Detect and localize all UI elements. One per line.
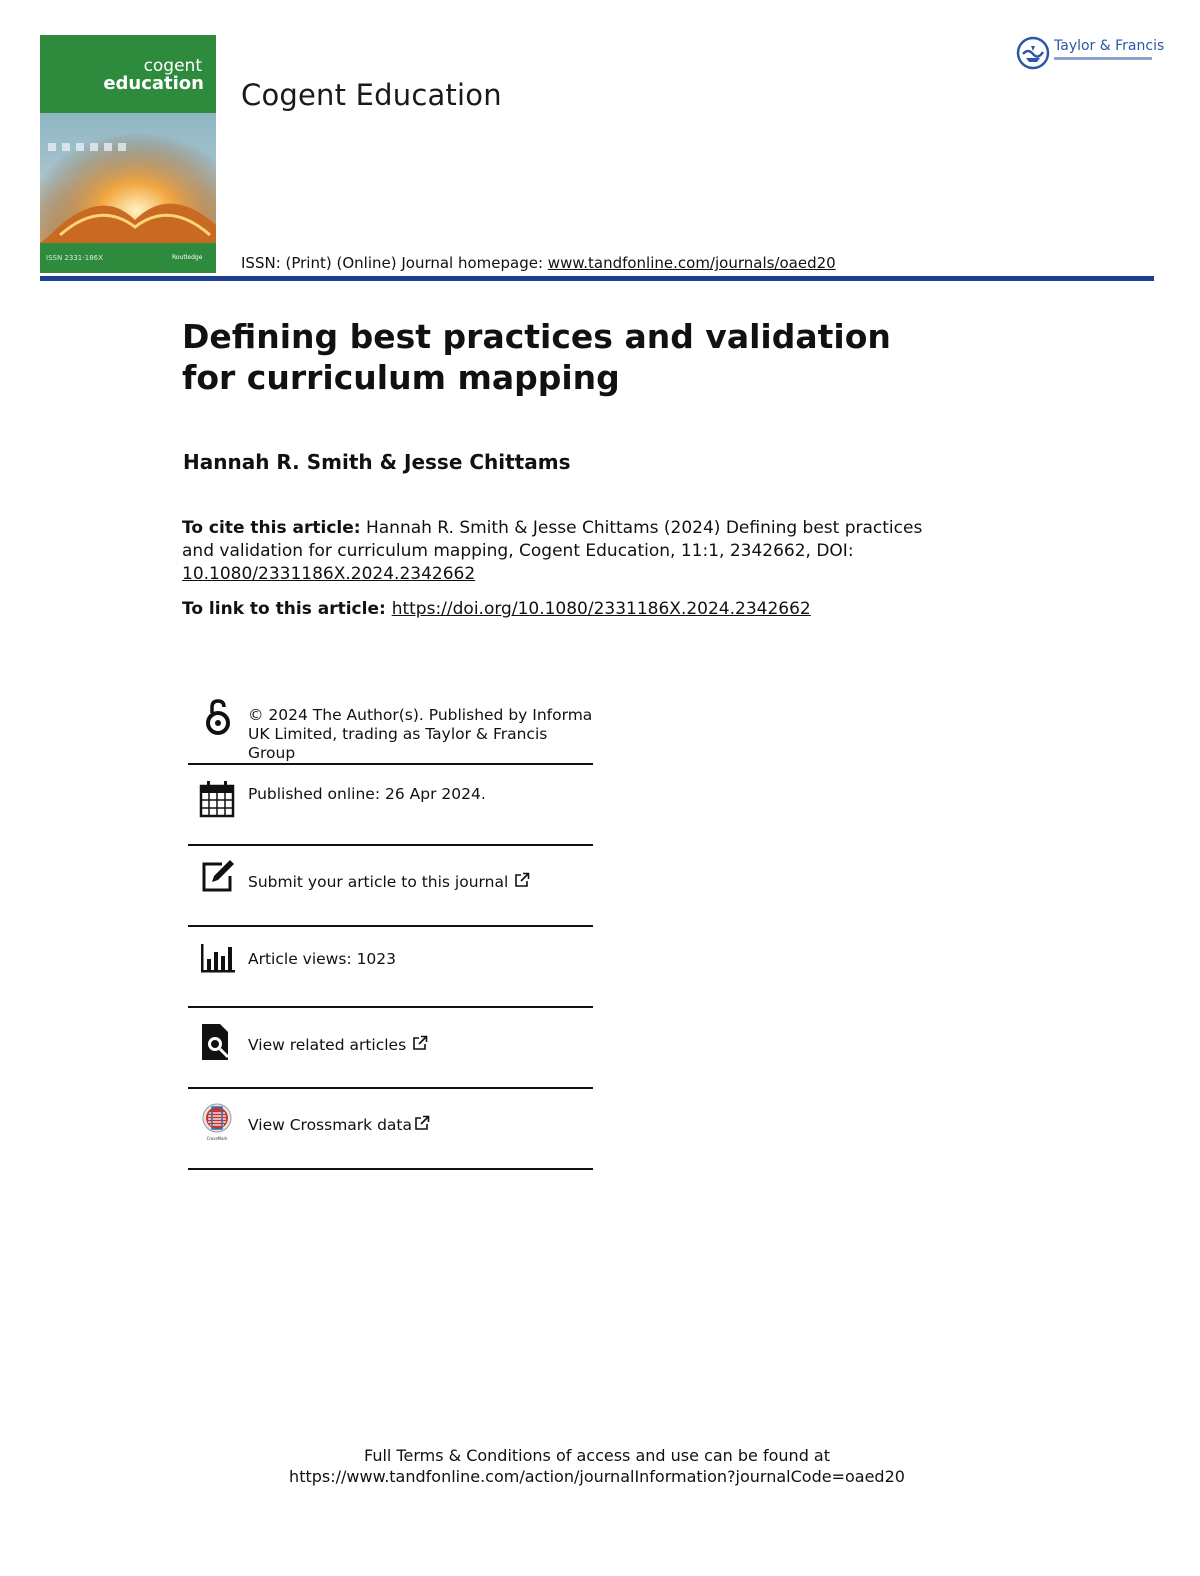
publisher-logo-subtext-graphic [1054,56,1152,62]
open-access-icon [198,697,236,737]
submit-article-link[interactable] [248,872,593,892]
crossmark-row[interactable] [188,1089,593,1170]
footer [0,1445,1194,1487]
views-row [188,927,593,1008]
issn-prefix: ISSN: (Print) (Online) Journal homepage: [241,254,548,272]
publisher-logo [1016,36,1165,70]
related-row[interactable] [188,1008,593,1089]
related-articles-link[interactable] [248,1035,593,1055]
journal-name: Cogent Education [241,78,502,112]
related-articles-icon [198,1022,236,1062]
open-access-row [188,693,593,765]
footer-terms-link[interactable]: https://www.tandfonline.com/action/journalInformation?journalCode=oaed20 [289,1467,905,1486]
cover-title-top: cogent [143,56,202,76]
footer-terms-text: Full Terms & Conditions of access and use can be found at [363,1446,831,1465]
header-divider [40,276,1154,281]
cite-text: Hannah R. Smith & Jesse Chittams (2024) Defining best practices and validation for curriculum mapping, Cogent Education, 11:1, 2342662, DOI: [182,518,923,561]
article-authors: Hannah R. Smith & Jesse Chittams [183,450,571,474]
edit-icon [198,858,236,898]
crossmark-label: View Crossmark data [248,1116,412,1134]
article-title: Defining best practices and validation for curriculum mapping [182,317,891,397]
cite-doi-link[interactable]: 10.1080/2331186X.2024.2342662 [182,564,476,584]
published-date: Published online: 26 Apr 2024. [248,785,486,803]
journal-homepage-link[interactable]: www.tandfonline.com/journals/oaed20 [547,254,836,272]
crossmark-icon [198,1102,236,1142]
published-row [188,765,593,846]
cover-publisher-mark: Routledge [172,254,203,261]
external-link-icon [514,872,530,888]
publisher-logo-text: Taylor & Francis [1054,38,1165,54]
cite-label: To cite this article: [182,518,361,538]
issn-line [241,254,836,272]
article-info-list [188,693,593,1170]
taylor-francis-logo-icon [1016,36,1050,70]
submit-label: Submit your article to this journal [248,873,509,891]
submit-row[interactable] [188,846,593,927]
external-link-icon [414,1115,430,1131]
related-label: View related articles [248,1036,407,1054]
citation-block [182,517,942,586]
journal-cover-image [40,35,216,273]
crossmark-icon-label: CrossMark [206,1136,228,1141]
link-label: To link to this article: [182,599,392,619]
calendar-icon [198,778,236,818]
cover-title-bottom: education [103,73,204,94]
crossmark-link[interactable] [248,1115,593,1135]
journal-cover [40,35,216,273]
external-link-icon [412,1035,428,1051]
copyright-text: © 2024 The Author(s). Published by Informa UK Limited, trading as Taylor & Francis Group [248,706,593,762]
article-link-line [182,599,811,619]
cover-issn: ISSN 2331-186X [46,254,103,262]
bar-chart-icon [198,939,236,979]
article-doi-link[interactable]: https://doi.org/10.1080/2331186X.2024.2342662 [391,599,811,619]
article-views: Article views: 1023 [248,950,397,968]
